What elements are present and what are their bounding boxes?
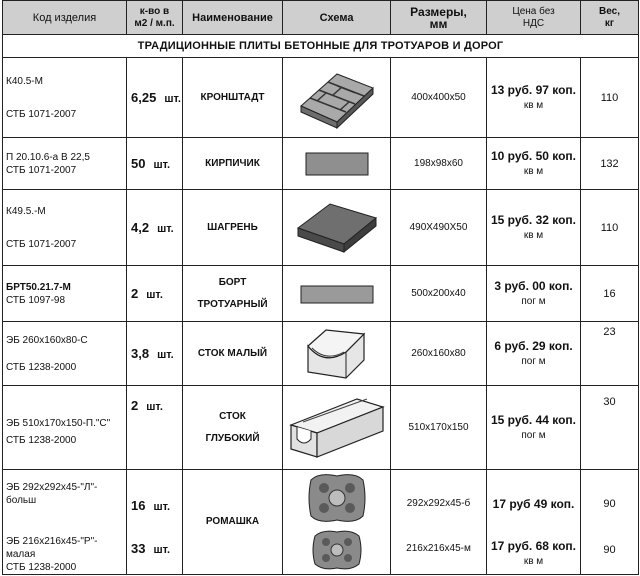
section-title: ТРАДИЦИОННЫЕ ПЛИТЫ БЕТОННЫЕ ДЛЯ ТРОТУАРОВ И ДОРОГ	[3, 35, 639, 58]
product-code: ЭБ 510х170х150-П."С"	[6, 417, 111, 429]
qty-value: 33	[131, 541, 146, 556]
product-code: ЭБ 260х160х80-С	[6, 334, 88, 346]
product-weight: 110	[581, 58, 639, 138]
price-unit: кв м	[523, 229, 544, 241]
product-weight: 90	[603, 544, 616, 556]
product-standard: СТБ 1238-2000	[6, 361, 77, 373]
table-row	[3, 190, 639, 266]
product-size: 260х160х80	[391, 322, 487, 386]
price-unit: пог м	[521, 355, 546, 367]
qty-unit: шт.	[153, 159, 171, 171]
product-name-line2: ТРОТУАРНЫЙ	[197, 298, 268, 310]
price-value: 15 руб. 32 коп.	[490, 212, 577, 227]
product-size: 510х170х150	[391, 386, 487, 470]
product-size: 400х400х50	[391, 58, 487, 138]
brick-paver-icon	[304, 149, 370, 179]
product-name: КРОНШТАДТ	[183, 58, 283, 138]
qty-value: 50	[131, 156, 146, 171]
table-row	[3, 322, 639, 386]
header-price: Цена без НДС	[487, 1, 581, 35]
price-value: 13 руб. 97 коп.	[490, 82, 577, 97]
header-size: Размеры, мм	[391, 1, 487, 35]
table-row	[3, 138, 639, 190]
table-row	[3, 470, 639, 575]
qty-unit: шт.	[157, 223, 174, 235]
deep-drain-icon	[287, 395, 387, 461]
product-code: ЭБ 292х292х45-"Л"-больш	[6, 482, 98, 506]
header-code: Код изделия	[3, 1, 127, 35]
header-qty: к-во в м2 / м.п.	[127, 1, 183, 35]
small-drain-icon	[302, 326, 372, 382]
qty-unit: шт.	[146, 289, 163, 301]
product-standard: СТБ 1071-2007	[6, 164, 77, 176]
price-value: 17 руб. 68 коп.	[490, 539, 577, 553]
product-weight: 90	[603, 498, 616, 510]
product-weight: 16	[581, 266, 639, 322]
product-code: П 20.10.6-а В 22,5	[6, 151, 90, 163]
product-weight: 23	[581, 322, 639, 386]
product-weight: 110	[581, 190, 639, 266]
product-name: КИРПИЧИК	[183, 138, 283, 190]
product-name: БОРТ	[218, 276, 247, 288]
product-code: К49.5.-М	[6, 205, 46, 217]
table-row	[3, 58, 639, 138]
product-code: БРТ50.21.7-М	[6, 281, 71, 293]
qty-unit: шт.	[153, 501, 171, 513]
price-value: 15 руб. 44 коп.	[490, 412, 577, 427]
qty-value: 2	[131, 398, 139, 413]
product-name: РОМАШКА	[183, 470, 283, 575]
product-size: 500х200х40	[391, 266, 487, 322]
table-row	[3, 386, 639, 470]
product-name: СТОК	[219, 410, 246, 422]
product-name: ШАГРЕНЬ	[183, 190, 283, 266]
product-standard: СТБ 1071-2007	[6, 238, 77, 250]
product-name-line2: ГЛУБОКИЙ	[205, 432, 260, 444]
product-weight: 30	[581, 386, 639, 470]
romashka-tile-icon	[302, 470, 372, 574]
qty-value: 6,25	[131, 90, 157, 105]
price-value: 17 руб 49 коп.	[492, 497, 575, 511]
price-value: 10 руб. 50 коп.	[490, 148, 577, 163]
product-size: 198х98х60	[391, 138, 487, 190]
qty-value: 16	[131, 498, 146, 513]
product-standard: СТБ 1071-2007	[6, 108, 77, 120]
price-value: 3 руб. 00 коп.	[494, 278, 573, 293]
product-standard: СТБ 1097-98	[6, 294, 66, 306]
qty-value: 2	[131, 286, 139, 301]
shagren-slab-icon	[294, 198, 380, 258]
product-size: 292х292х45-б	[406, 498, 471, 509]
price-unit: пог м	[521, 295, 546, 307]
product-standard: СТБ 1238-2000	[6, 562, 77, 573]
product-standard: СТБ 1238-2000	[6, 434, 77, 446]
price-unit: кв м	[523, 556, 544, 567]
header-scheme: Схема	[283, 1, 391, 35]
price-table	[2, 0, 639, 575]
product-code: К40.5-М	[6, 75, 43, 87]
qty-value: 4,2	[131, 220, 150, 235]
header-weight: Вес, кг	[581, 1, 639, 35]
table-row	[3, 266, 639, 322]
qty-unit: шт.	[157, 349, 174, 361]
product-size: 216х216х45-м	[406, 543, 471, 554]
product-code: ЭБ 216х216х45-"Р"-малая	[6, 536, 98, 560]
kronshtadt-slab-icon	[297, 66, 377, 130]
section-row	[3, 35, 639, 58]
price-value: 6 руб. 29 коп.	[494, 338, 573, 353]
price-unit: кв м	[523, 99, 544, 111]
curb-stone-icon	[299, 281, 375, 307]
qty-unit: шт.	[164, 93, 181, 105]
price-unit: пог м	[521, 429, 546, 441]
header-name: Наименование	[183, 1, 283, 35]
qty-unit: шт.	[146, 401, 163, 413]
qty-value: 3,8	[131, 346, 150, 361]
product-weight: 132	[581, 138, 639, 190]
product-size: 490Х490Х50	[391, 190, 487, 266]
table-header	[3, 1, 639, 35]
qty-unit: шт.	[153, 544, 171, 556]
product-name: СТОК МАЛЫЙ	[183, 322, 283, 386]
price-unit: кв м	[523, 165, 544, 177]
